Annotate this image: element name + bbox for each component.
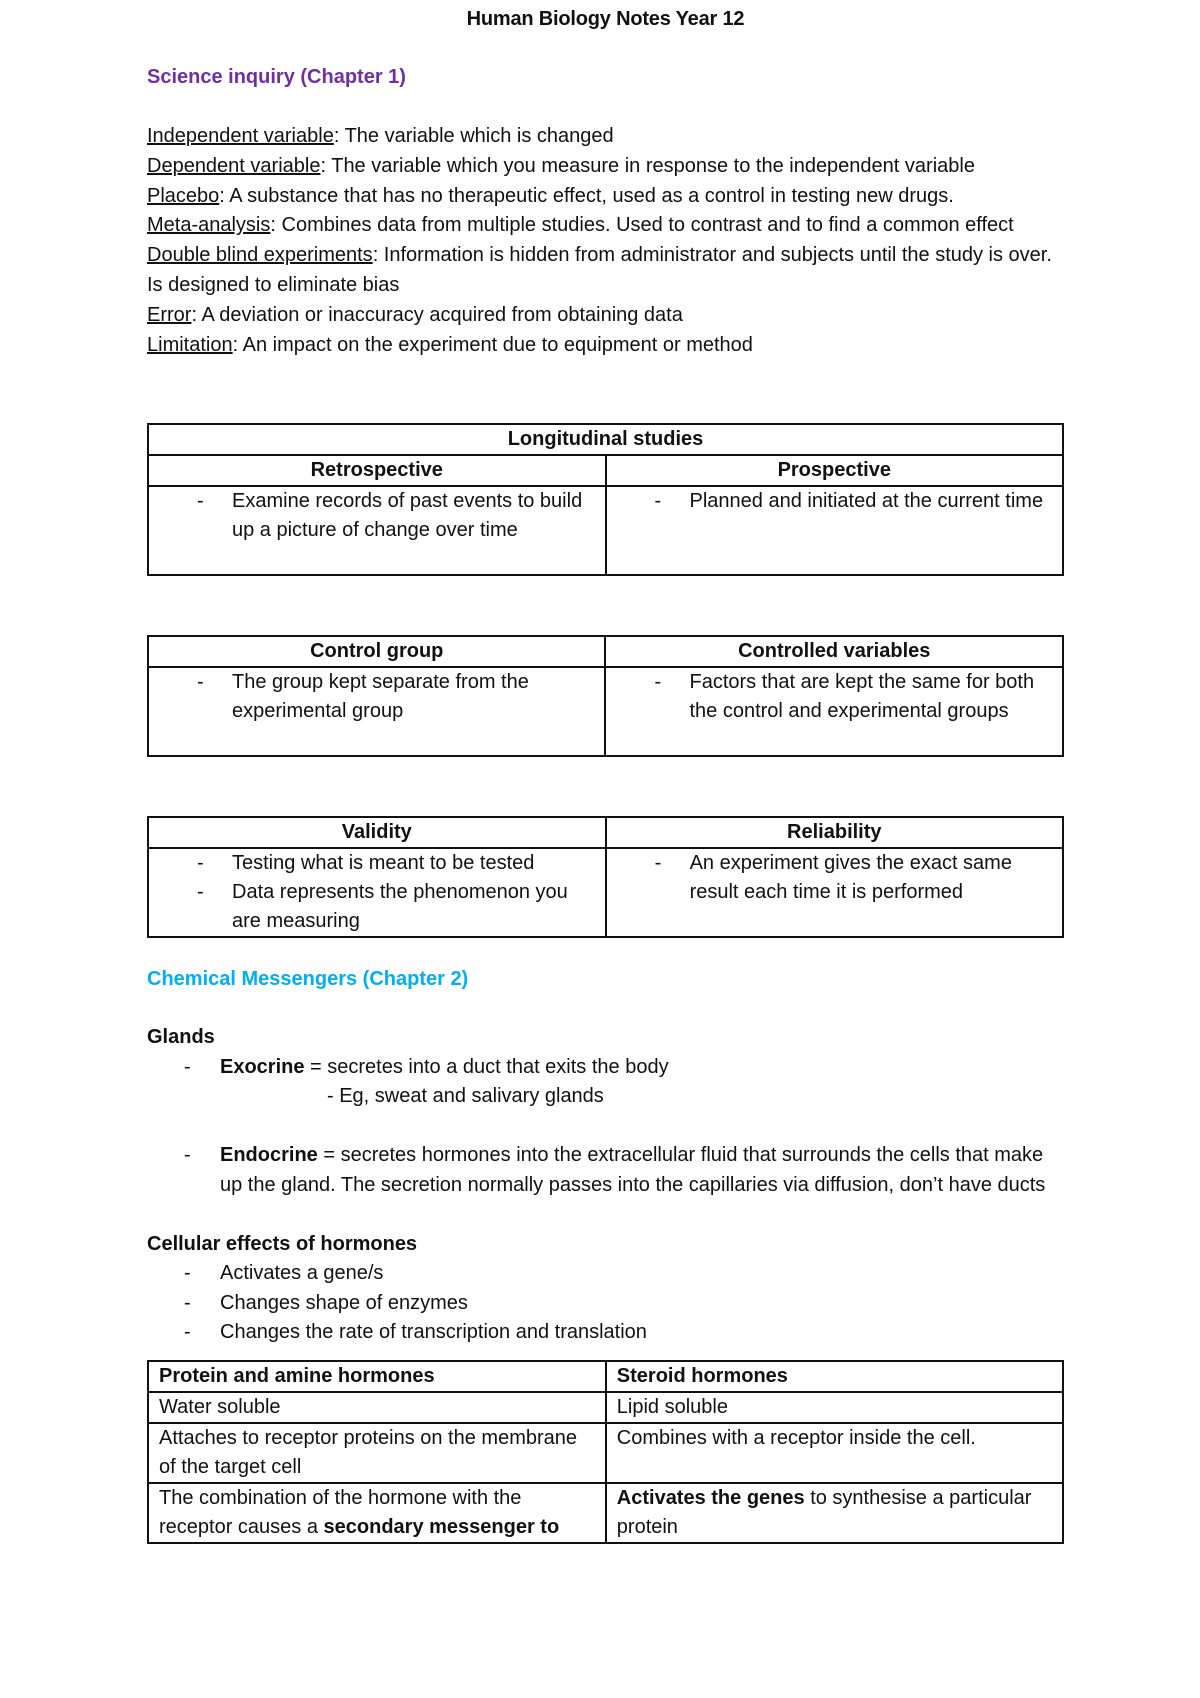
definition-text: : The variable which you measure in response to the independent variable xyxy=(320,154,975,177)
definition-term: Error xyxy=(147,303,192,326)
section-heading-chemical-messengers: Chemical Messengers (Chapter 2) xyxy=(147,968,469,991)
control-table xyxy=(147,635,1064,757)
list-item: - Planned and initiated at the current time xyxy=(607,487,1056,516)
definition-term: Meta-analysis xyxy=(147,214,271,237)
column-header-control-group: Control group xyxy=(148,636,605,667)
table-cell xyxy=(148,848,606,937)
definition-text: : Information is hidden from administrator and subjects until the study is over. Is designed to eliminate bias xyxy=(147,244,1052,296)
cell-text-bold: secondary messenger to xyxy=(323,1515,560,1538)
definition-text: : An impact on the experiment due to equipment or method xyxy=(232,333,753,356)
page-title: Human Biology Notes Year 12 xyxy=(466,8,745,30)
cell-text: to synthesise a particular protein xyxy=(616,1486,1032,1538)
document-page xyxy=(147,0,1064,1544)
list-item: - The group kept separate from the experimental group xyxy=(149,668,598,726)
list-item: - Data represents the phenomenon you are measuring xyxy=(149,878,599,936)
list-item xyxy=(147,1141,1064,1200)
glands-list xyxy=(147,1053,1064,1201)
hormone-comparison-table xyxy=(147,1360,1064,1544)
subheading-cellular-effects: Cellular effects of hormones xyxy=(147,1232,418,1255)
exocrine-description: = secretes into a duct that exits the body xyxy=(304,1055,669,1078)
table-cell xyxy=(605,667,1063,756)
table-cell: Combines with a receptor inside the cell. xyxy=(606,1423,1063,1483)
longitudinal-studies-table xyxy=(147,423,1064,576)
column-header-validity: Validity xyxy=(148,817,606,848)
definition-term: Independent variable xyxy=(147,125,334,147)
definition-text: : Combines data from multiple studies. Used to contrast and to find a common effect xyxy=(270,214,1014,237)
definition-item xyxy=(147,331,1064,361)
column-header-steroid: Steroid hormones xyxy=(606,1361,1063,1392)
section-heading-science-inquiry: Science inquiry (Chapter 1) xyxy=(147,66,406,88)
term-endocrine: Endocrine xyxy=(220,1144,318,1167)
list-item: - Changes the rate of transcription and translation xyxy=(147,1318,1064,1348)
validity-table xyxy=(147,816,1064,938)
list-item: - Testing what is meant to be tested xyxy=(149,849,599,878)
list-item: - An experiment gives the exact same result each time it is performed xyxy=(607,849,1056,907)
definition-item xyxy=(147,211,1064,241)
table-cell: Attaches to receptor proteins on the membrane of the target cell xyxy=(148,1423,606,1483)
cell-text-bold: Activates the genes xyxy=(616,1486,805,1509)
definition-term: Double blind experiments xyxy=(147,244,373,267)
table-cell xyxy=(148,1483,606,1543)
cell-text: The combination of the hormone with the receptor causes a xyxy=(159,1486,522,1538)
column-header-protein-amine: Protein and amine hormones xyxy=(148,1361,606,1392)
column-header-controlled-variables: Controlled variables xyxy=(605,636,1063,667)
subheading-glands: Glands xyxy=(147,1026,215,1049)
definition-item xyxy=(147,241,1064,301)
definition-text: : A substance that has no therapeutic effect, used as a control in testing new drugs. xyxy=(219,184,954,207)
list-item xyxy=(147,1053,1064,1083)
definition-text: : The variable which is changed xyxy=(333,125,614,147)
list-item: - Examine records of past events to build up a picture of change over time xyxy=(149,487,599,545)
column-header-retrospective: Retrospective xyxy=(148,455,606,486)
cellular-effects-list xyxy=(147,1259,1064,1348)
list-item: - Activates a gene/s xyxy=(147,1259,1064,1289)
definition-term: Dependent variable xyxy=(147,154,321,177)
definition-item xyxy=(147,152,1064,182)
definition-item xyxy=(147,301,1064,331)
list-item: - Changes shape of enzymes xyxy=(147,1289,1064,1319)
table-cell: Water soluble xyxy=(148,1392,606,1423)
definition-item xyxy=(147,182,1064,212)
table-cell xyxy=(606,486,1063,575)
definition-term: Limitation xyxy=(147,333,233,356)
definitions-list xyxy=(147,122,1064,360)
definition-text: : A deviation or inaccuracy acquired from obtaining data xyxy=(191,303,683,326)
table-cell xyxy=(148,667,605,756)
exocrine-example: - Eg, sweat and salivary glands xyxy=(327,1085,604,1108)
definition-item xyxy=(147,122,1064,152)
endocrine-description: = secretes hormones into the extracellular fluid that surrounds the cells that make up the gland. The secretion normally passes into the capillaries via diffusion, don’t have ducts xyxy=(220,1144,1046,1196)
table-cell xyxy=(606,1483,1063,1543)
table-cell xyxy=(606,848,1063,937)
table-title: Longitudinal studies xyxy=(148,424,1063,455)
term-exocrine: Exocrine xyxy=(220,1055,305,1078)
definition-term: Placebo xyxy=(147,184,220,207)
list-item: - Factors that are kept the same for both the control and experimental groups xyxy=(606,668,1056,726)
table-cell xyxy=(148,486,606,575)
table-cell: Lipid soluble xyxy=(606,1392,1063,1423)
column-header-reliability: Reliability xyxy=(606,817,1063,848)
column-header-prospective: Prospective xyxy=(606,455,1063,486)
